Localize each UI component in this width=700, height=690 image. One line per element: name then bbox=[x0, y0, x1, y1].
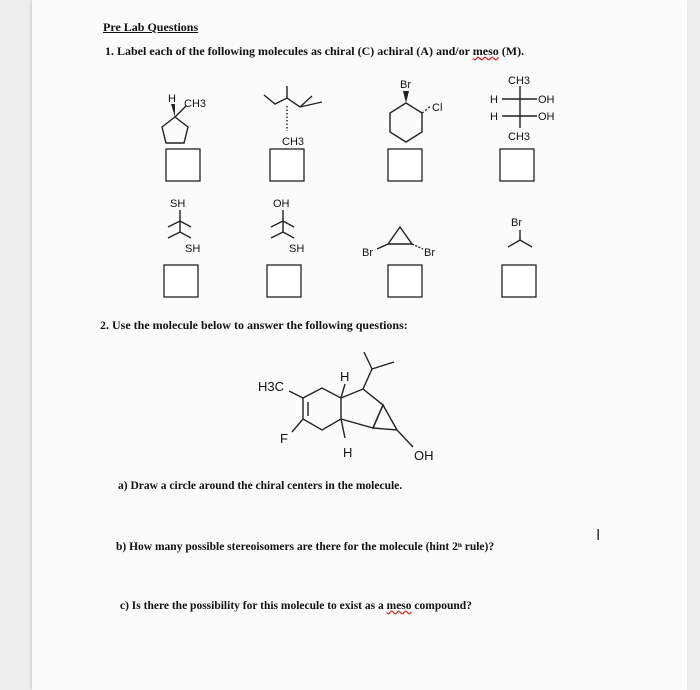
q2-h-top: H bbox=[340, 369, 350, 384]
question-2-bicyclic-molecule bbox=[258, 352, 434, 463]
part-c-meso-word: meso bbox=[386, 600, 412, 612]
m5-bond-4 bbox=[168, 232, 191, 238]
m4-ch3-top: CH3 bbox=[508, 75, 531, 87]
oh-bond bbox=[397, 430, 413, 447]
m3-cl-label: Cl bbox=[432, 102, 443, 114]
cl-hash-bond bbox=[422, 106, 431, 113]
molecule-3-halocyclohexane bbox=[390, 79, 442, 142]
m4-oh1: OH bbox=[538, 94, 555, 106]
q2-f: F bbox=[280, 431, 288, 446]
m7-br-right: Br bbox=[424, 247, 435, 259]
answer-box-8[interactable] bbox=[502, 265, 536, 297]
m7-br-bond-left bbox=[377, 244, 388, 249]
worksheet-heading: Pre Lab Questions bbox=[103, 20, 199, 34]
answer-box-7[interactable] bbox=[388, 265, 422, 297]
question-1-text-after: (M). bbox=[498, 44, 525, 58]
m1-ch3-label: CH3 bbox=[184, 98, 207, 110]
m8-br: Br bbox=[511, 217, 522, 229]
m6-bond-4 bbox=[271, 232, 294, 238]
m5-sh-bottom: SH bbox=[185, 243, 201, 255]
br-wedge bbox=[403, 91, 409, 103]
answer-box-4[interactable] bbox=[500, 149, 534, 181]
m4-h2: H bbox=[490, 111, 498, 123]
isopropyl-branch-1 bbox=[364, 352, 372, 369]
molecule-6-thiol-alcohol bbox=[271, 198, 304, 255]
text-cursor-icon: I bbox=[596, 526, 601, 544]
methyl-bond-h3c bbox=[289, 391, 303, 398]
question-1-meso-word: meso bbox=[472, 44, 499, 58]
cyclopentane-ring bbox=[162, 117, 188, 143]
cyclopropane-fused bbox=[373, 405, 397, 430]
question-2-prompt: 2. Use the molecule below to answer the following questions: bbox=[100, 318, 408, 332]
isopropyl-branch-2 bbox=[372, 362, 394, 369]
h-bottom-bond bbox=[341, 419, 345, 438]
molecule-1-methylcyclopentane bbox=[162, 93, 206, 143]
cyclopropane-ring bbox=[388, 227, 412, 244]
answer-box-5[interactable] bbox=[164, 265, 198, 297]
five-membered-ring bbox=[341, 389, 383, 428]
m5-sh-top: SH bbox=[170, 198, 186, 210]
m6-sh: SH bbox=[289, 243, 305, 255]
molecule-7-dibromocyclopropane bbox=[362, 227, 435, 259]
part-c-text-before: c) Is there the possibility for this molecule to exist as a bbox=[120, 600, 387, 612]
cyclohexane-ring bbox=[390, 103, 422, 142]
isopropyl-bond bbox=[363, 369, 372, 389]
m7-br-bond-right bbox=[412, 244, 423, 249]
m8-bond-2 bbox=[508, 240, 532, 247]
answer-box-3[interactable] bbox=[388, 149, 422, 181]
six-membered-ring bbox=[303, 388, 341, 430]
question-2-part-b: b) How many possible stereoisomers are there for the molecule (hint 2ⁿ rule)? bbox=[116, 541, 495, 553]
question-2-part-a: a) Draw a circle around the chiral centers in the molecule. bbox=[118, 480, 403, 492]
m4-oh2: OH bbox=[538, 111, 555, 123]
fluoro-bond bbox=[292, 419, 303, 432]
molecule-5-dithiol bbox=[168, 198, 200, 255]
m4-ch3-bottom: CH3 bbox=[508, 131, 531, 143]
question-1-text-before: 1. Label each of the following molecules as chiral (C) achiral (A) and/or bbox=[105, 44, 473, 58]
m6-oh: OH bbox=[273, 198, 290, 210]
molecule-8-bromopropane bbox=[508, 217, 532, 247]
q2-h3c: H3C bbox=[258, 379, 285, 394]
m2-ch3-label: CH3 bbox=[282, 136, 305, 148]
m3-br-label: Br bbox=[400, 79, 411, 91]
m7-br-left: Br bbox=[362, 247, 373, 259]
molecule-4-fischer-projection bbox=[490, 75, 555, 143]
question-2-part-c bbox=[120, 600, 472, 612]
q2-h-bottom: H bbox=[343, 445, 353, 460]
h-wedge bbox=[171, 104, 175, 117]
answer-box-1[interactable] bbox=[166, 149, 200, 181]
m4-h1: H bbox=[490, 94, 498, 106]
q2-oh: OH bbox=[414, 448, 434, 463]
m1-h-label: H bbox=[168, 93, 176, 105]
answer-box-2[interactable] bbox=[270, 149, 304, 181]
molecule-2-branched-alkane bbox=[264, 86, 322, 148]
part-c-text-after: compound? bbox=[411, 600, 472, 612]
answer-box-6[interactable] bbox=[267, 265, 301, 297]
